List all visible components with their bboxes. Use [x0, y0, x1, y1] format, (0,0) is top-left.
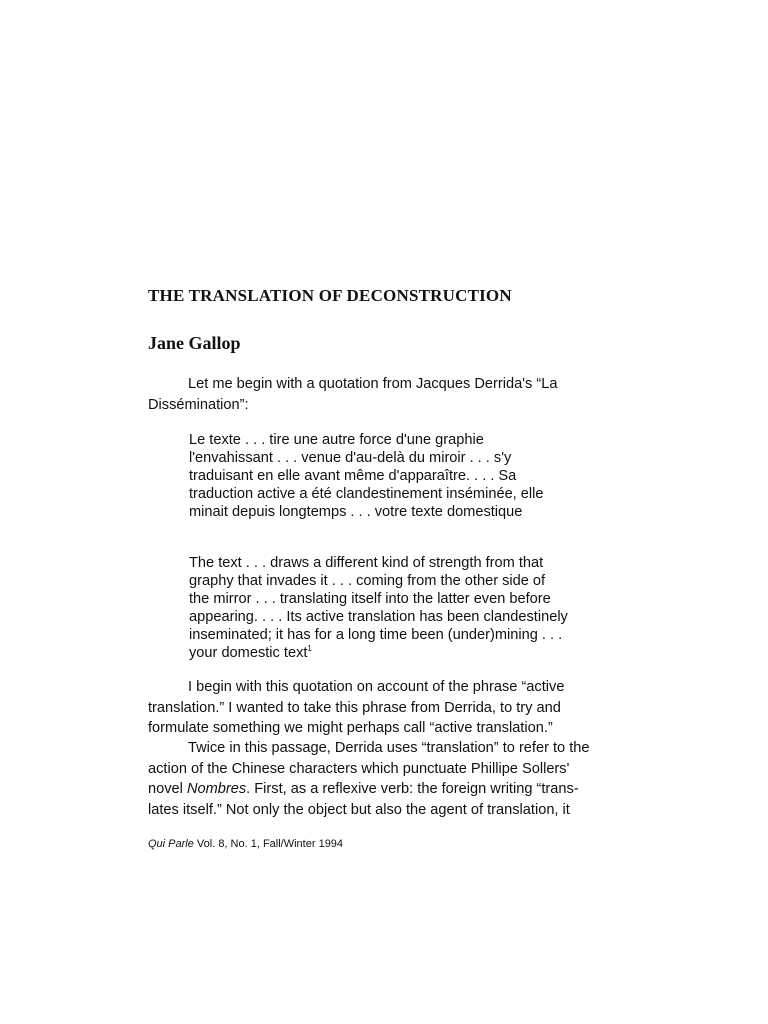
- french-quote-line: traduction active a été clandestinement inséminée, elle: [189, 486, 544, 502]
- french-quote-line: traduisant en elle avant même d'apparaître. . . . Sa: [189, 468, 517, 484]
- author-name: Jane Gallop: [148, 333, 241, 353]
- line-text: novel: [148, 781, 187, 797]
- journal-name: Qui Parle: [148, 838, 194, 850]
- paragraph-active-translation: [148, 677, 610, 739]
- english-quote-line: [189, 644, 584, 662]
- intro-line: Dissémination”:: [148, 396, 249, 413]
- paragraph-line: translation.” I wanted to take this phrase from Derrida, to try and: [148, 699, 561, 716]
- paragraph-line: Twice in this passage, Derrida uses “translation” to refer to the: [188, 740, 590, 756]
- english-quote-last-text: your domestic text: [189, 645, 308, 661]
- paragraph-line: lates itself.” Not only the object but also the agent of translation, it: [148, 801, 570, 818]
- french-quotation: [189, 431, 584, 521]
- intro-paragraph: [148, 374, 610, 415]
- paragraph-line: I begin with this quotation on account of the phrase “active: [188, 679, 565, 695]
- paragraph-line: formulate something we might perhaps call “active translation.”: [148, 720, 553, 736]
- novel-title: Nombres: [186, 781, 247, 797]
- english-quotation: [189, 554, 584, 662]
- article-title: THE TRANSLATION OF DECONSTRUCTION: [148, 286, 512, 305]
- footnote-marker: 1: [307, 644, 312, 654]
- paragraph-line: [148, 779, 610, 800]
- english-quote-line: inseminated; it has for a long time been (under)mining . . .: [189, 627, 563, 643]
- french-quote-line: Le texte . . . tire une autre force d'une graphie: [189, 432, 484, 448]
- paragraph-chinese-characters: [148, 738, 610, 820]
- english-quote-line: appearing. . . . Its active translation has been clandestinely: [189, 609, 568, 625]
- intro-line: Let me begin with a quotation from Jacques Derrida's “La: [188, 376, 558, 392]
- journal-citation: [148, 838, 343, 850]
- french-quote-line: l'envahissant . . . venue d'au-delà du miroir . . . s'y: [189, 450, 512, 466]
- paragraph-line: action of the Chinese characters which punctuate Phillipe Sollers': [148, 760, 570, 777]
- english-quote-line: The text . . . draws a different kind of strength from that: [189, 555, 544, 571]
- english-quote-line: graphy that invades it . . . coming from the other side of: [189, 573, 546, 589]
- journal-volume: Vol. 8, No. 1, Fall/Winter 1994: [193, 838, 344, 850]
- line-text: . First, as a reflexive verb: the foreign writing “trans-: [246, 781, 579, 797]
- french-quote-line: minait depuis longtemps . . . votre texte domestique: [189, 504, 523, 520]
- english-quote-line: the mirror . . . translating itself into the latter even before: [189, 591, 551, 607]
